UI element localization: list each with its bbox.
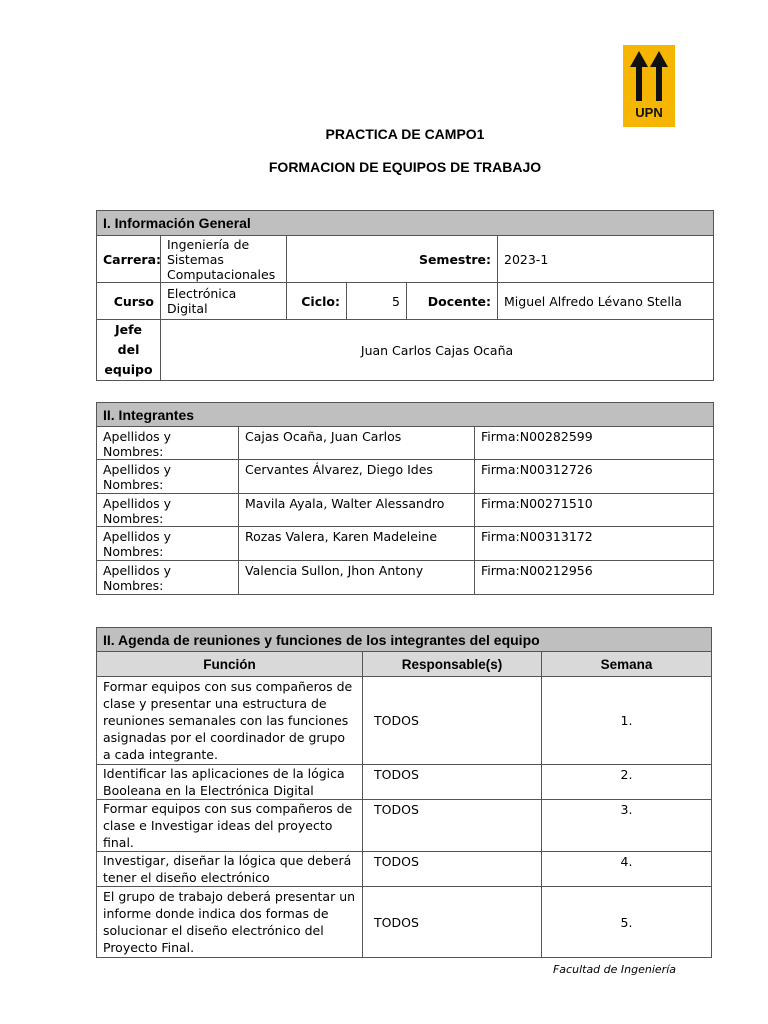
agenda-responsable: TODOS [363,852,542,887]
agenda-responsable: TODOS [363,887,542,958]
upn-arrow-icon [623,45,675,105]
agenda-semana: 5. [542,887,712,958]
member-label: Apellidos y Nombres: [97,561,239,595]
table-row [97,765,712,800]
member-firma: Firma:N00312726 [475,460,714,494]
ciclo-label: Ciclo: [287,283,347,320]
table-row [97,527,714,561]
agenda-funcion: Formar equipos con sus compañeros de clase y presentar una estructura de reuniones semanales con las funciones asignadas por el coordinador de grupo a cada integrante. [97,677,363,765]
member-firma: Firma:N00313172 [475,527,714,561]
table-row [97,852,712,887]
member-label: Apellidos y Nombres: [97,527,239,561]
col-responsable: Responsable(s) [363,652,542,677]
carrera-value: Ingeniería de Sistemas Computacionales [161,236,287,283]
semestre-value: 2023-1 [498,236,714,283]
carrera-label: Carrera: [97,236,161,283]
agenda-responsable: TODOS [363,765,542,800]
agenda-responsable: TODOS [363,677,542,765]
agenda-funcion: Investigar, diseñar la lógica que deberá tener el diseño electrónico [97,852,363,887]
jefe-value: Juan Carlos Cajas Ocaña [161,320,714,381]
agenda-semana: 2. [542,765,712,800]
member-label: Apellidos y Nombres: [97,427,239,460]
general-info-table [96,210,714,381]
member-firma: Firma:N00282599 [475,427,714,460]
member-firma: Firma:N00271510 [475,494,714,527]
jefe-label: Jefe del equipo [97,320,161,381]
member-name: Mavila Ayala, Walter Alessandro [239,494,475,527]
table-row [97,677,712,765]
document-title: PRACTICA DE CAMPO1 [325,126,485,142]
integrantes-heading: II. Integrantes [97,403,714,427]
col-semana: Semana [542,652,712,677]
agenda-table [96,627,712,958]
document-subtitle: FORMACION DE EQUIPOS DE TRABAJO [268,159,542,175]
ciclo-value: 5 [347,283,407,320]
general-info-heading: I. Información General [97,211,714,236]
curso-label: Curso [97,283,161,320]
member-name: Rozas Valera, Karen Madeleine [239,527,475,561]
agenda-semana: 3. [542,800,712,852]
member-label: Apellidos y Nombres: [97,494,239,527]
docente-label: Docente: [407,283,498,320]
table-row [97,800,712,852]
member-name: Cajas Ocaña, Juan Carlos [239,427,475,460]
member-firma: Firma:N00212956 [475,561,714,595]
table-row [97,561,714,595]
agenda-funcion: El grupo de trabajo deberá presentar un informe donde indica dos formas de solucionar el diseño electrónico del Proyecto Final. [97,887,363,958]
member-name: Valencia Sullon, Jhon Antony [239,561,475,595]
docente-value: Miguel Alfredo Lévano Stella [498,283,714,320]
semestre-label: Semestre: [287,236,498,283]
agenda-semana: 1. [542,677,712,765]
agenda-responsable: TODOS [363,800,542,852]
table-row [97,460,714,494]
footer-faculty: Facultad de Ingeniería [552,963,676,976]
upn-logo [623,45,675,127]
logo-text: UPN [635,105,663,120]
table-row [97,887,712,958]
agenda-semana: 4. [542,852,712,887]
agenda-funcion: Identificar las aplicaciones de la lógica Booleana en la Electrónica Digital [97,765,363,800]
table-row [97,427,714,460]
agenda-funcion: Formar equipos con sus compañeros de clase e Investigar ideas del proyecto final. [97,800,363,852]
col-funcion: Función [97,652,363,677]
agenda-heading: II. Agenda de reuniones y funciones de los integrantes del equipo [97,628,712,652]
member-label: Apellidos y Nombres: [97,460,239,494]
curso-value: Electrónica Digital [161,283,287,320]
table-row [97,494,714,527]
member-name: Cervantes Álvarez, Diego Ides [239,460,475,494]
integrantes-table [96,402,714,595]
